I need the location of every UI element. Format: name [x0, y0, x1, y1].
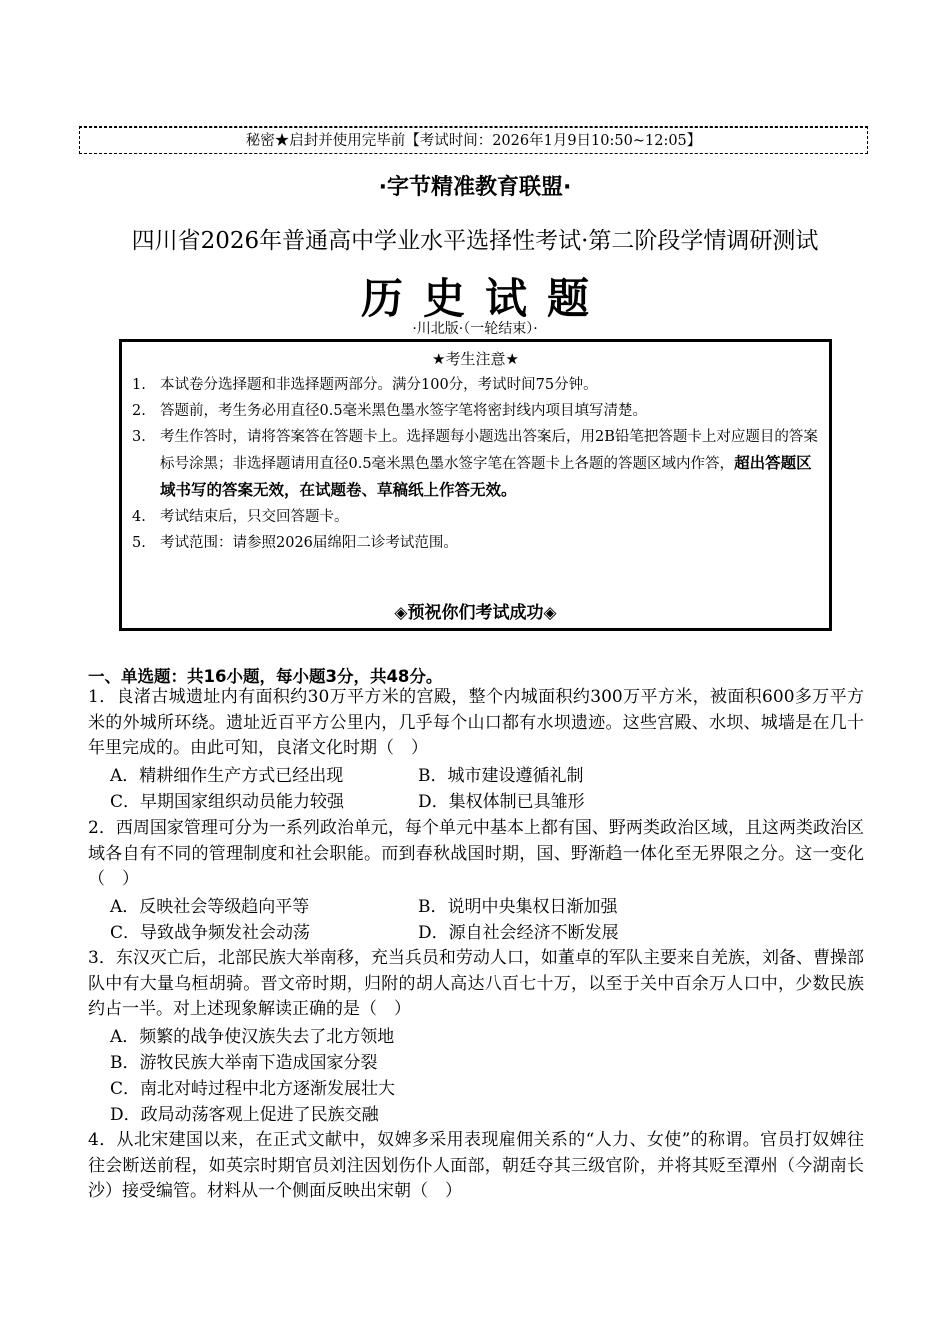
notice-item: 4. 考试结束后，只交回答题卡。: [132, 509, 349, 525]
question-option: C．早期国家组织动员能力较强: [110, 792, 345, 812]
question-option: C．导致战争频发社会动荡: [110, 923, 311, 943]
confidential-text: 秘密★启封并使用完毕前【考试时间：2026年1月9日10:50~12:05】: [245, 133, 702, 149]
notice-item: 1. 本试卷分选择题和非选择题两部分。满分100分，考试时间75分钟。: [132, 377, 598, 393]
good-luck-message: ◈预祝你们考试成功◈: [394, 603, 557, 623]
notice-item: 2. 答题前，考生务必用直径0.5毫米黑色墨水签字笔将密封线内项目填写清楚。: [132, 403, 648, 419]
notice-item: 3. 考生作答时，请将答案答在答题卡上。选择题每小题选出答案后，用2B铅笔把答题卡上对应题目的答案标号涂黑；非选择题请用直径0.5毫米黑色墨水签字笔在答题卡上各题的答题区域内作答，超出答题区域书写的答案无效，在试题卷、草稿纸上作答无效。: [132, 429, 818, 499]
notice-list: [132, 372, 822, 556]
question-option: D．源自社会经济不断发展: [418, 923, 619, 943]
question-option: B．说明中央集权日渐加强: [418, 897, 618, 917]
section-title: 一、单选题：共16小题，每小题3分，共48分。: [88, 667, 443, 686]
question-stem: 2．西周国家管理可分为一系列政治单元，每个单元中基本上都有国、野两类政治区域，且这两类政治区域各自有不同的管理制度和社会职能。而到春秋战国时期，国、野渐趋一体化至无界限之分。这一变化（ ）: [88, 818, 864, 889]
edition-label: ·川北版·（一轮结束）·: [412, 321, 538, 337]
exam-title: 四川省2026年普通高中学业水平选择性考试·第二阶段学情调研测试: [131, 228, 819, 254]
notice-box: [119, 339, 832, 631]
question-stem: 3．东汉灭亡后，北部民族大举南移，充当兵员和劳动人口，如董卓的军队主要来自羌族，刘备、曹操部队中有大量乌桓胡骑。晋文帝时期，归附的胡人高达八百七十万，以至于关中百余万人口中，少数民族约占一半。对上述现象解读正确的是（ ）: [88, 948, 864, 1019]
notice-item-text-a: 考生作答时，请将答案答在答题卡上。选择题每小题选出答案后，用2B铅笔把答题卡上对应题目的答案标号涂黑；非选择题请用直径0.5毫米黑色墨水签字笔在答题卡上各题的答题区域内作答，: [160, 429, 818, 472]
question-option: D．集权体制已具雏形: [418, 792, 585, 812]
question-option: A．反映社会等级趋向平等: [110, 897, 310, 917]
alliance-name: ·字节精准教育联盟·: [378, 175, 572, 200]
question-option: A．精耕细作生产方式已经出现: [110, 766, 344, 786]
question-option: B．游牧民族大举南下造成国家分裂: [110, 1053, 378, 1073]
question-stem: 4．从北宋建国以来，在正式文献中，奴婢多采用表现雇佣关系的“人力、女使”的称谓。官员打奴婢往往会断送前程，如英宗时期官员刘注因划伤仆人面部，朝廷夺其三级官阶，并将其贬至潭州（今湖南长沙）接受编管。材料从一个侧面反映出宋朝（ ）: [88, 1130, 864, 1201]
question-option: A．频繁的战争使汉族失去了北方领地: [110, 1027, 395, 1047]
confidential-banner: [79, 126, 868, 154]
question-stem: 1．良渚古城遗址内有面积约30万平方米的宫殿，整个内城面积约300万平方米，被面积600多万平方米的外城所环绕。遗址近百平方公里内，几乎每个山口都有水坝遗迹。这些宫殿、水坝、城墙是在几十年里完成的。由此可知，良渚文化时期（ ）: [88, 687, 864, 758]
notice-item-emphasis: 超出答题区域书写的答案无效，在试题卷、草稿纸上作答无效。: [160, 454, 812, 499]
notice-item: 5. 考试范围：请参照2026届绵阳二诊考试范围。: [132, 535, 458, 551]
subject-title: 历史试题: [360, 274, 609, 323]
question-option: B．城市建设遵循礼制: [418, 766, 584, 786]
notice-title: ★考生注意★: [432, 350, 519, 368]
question-option: C．南北对峙过程中北方逐渐发展壮大: [110, 1079, 396, 1099]
question-option: D．政局动荡客观上促进了民族交融: [110, 1105, 379, 1125]
